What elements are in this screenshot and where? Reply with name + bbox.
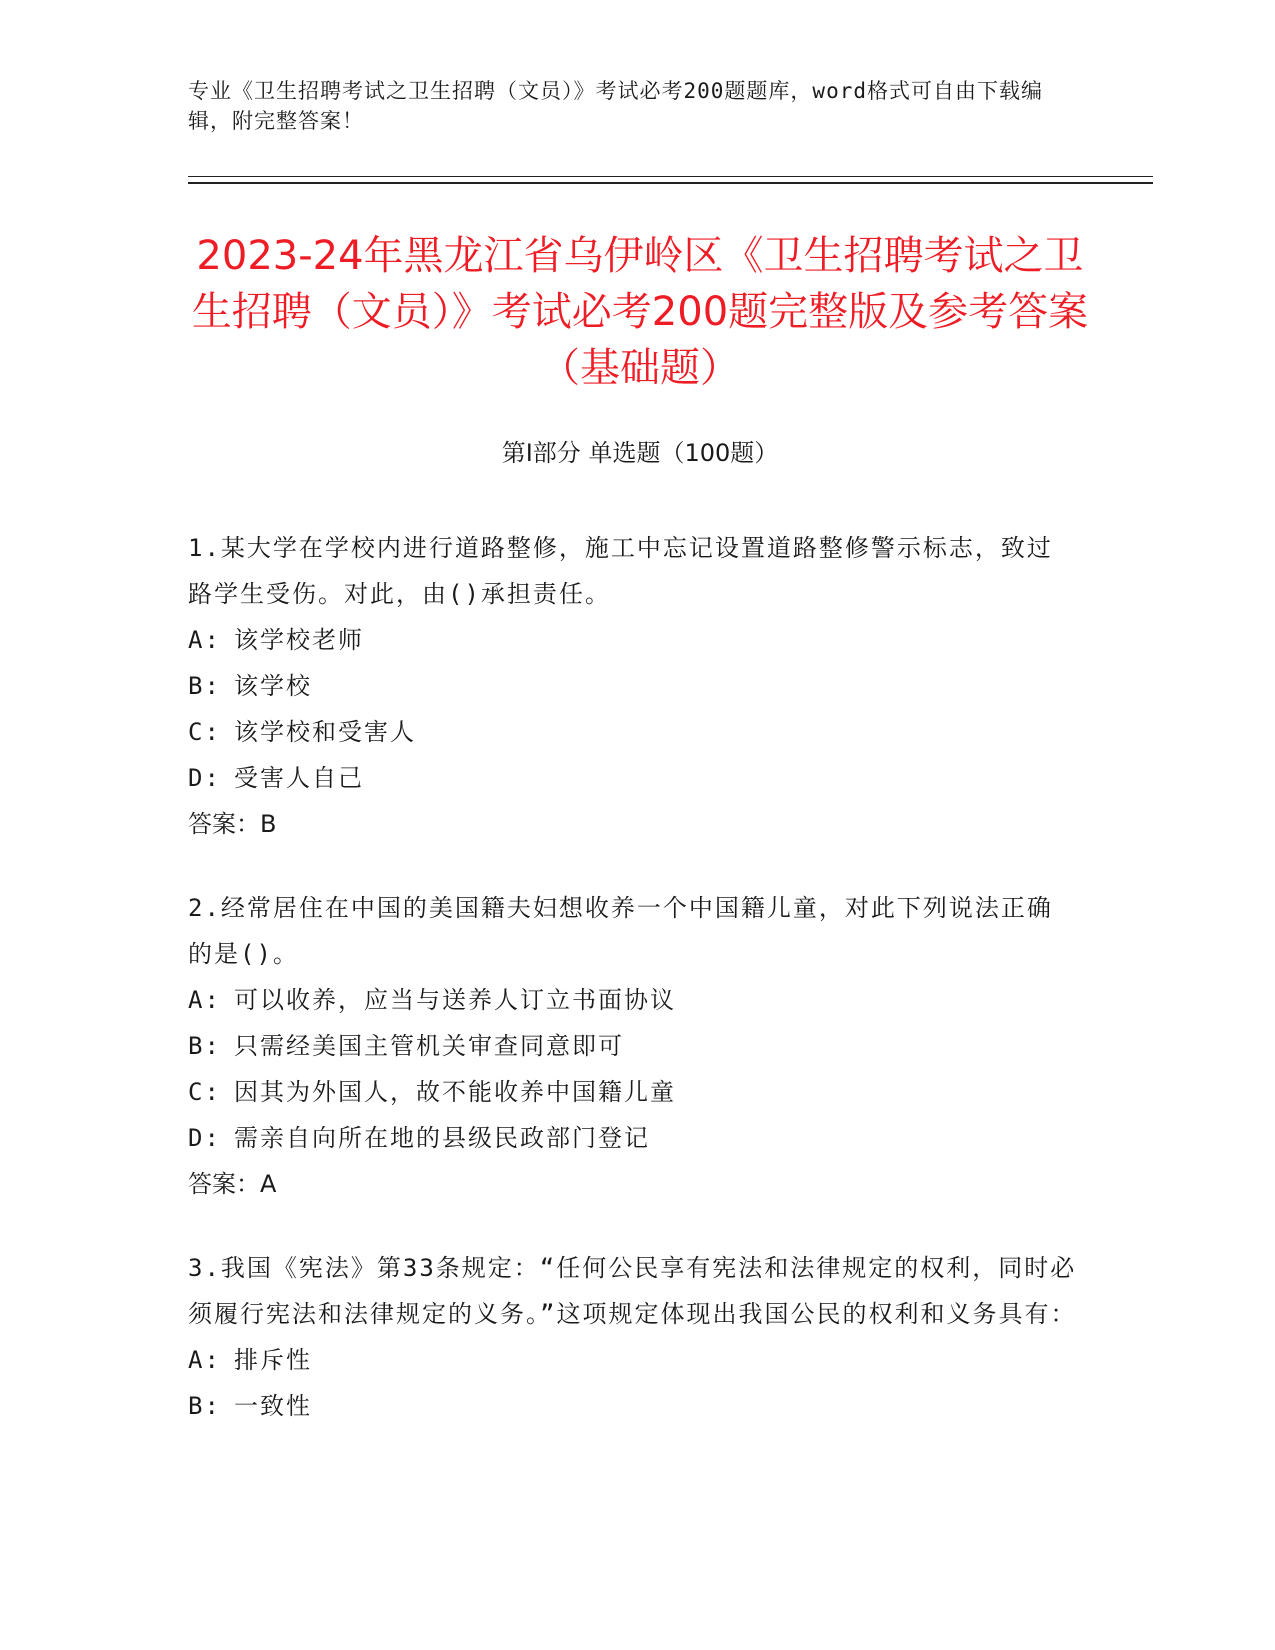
option-text: 一致性 [234,1392,312,1420]
option-text: 只需经美国主管机关审查同意即可 [234,1032,624,1060]
option-b [188,1383,1078,1429]
option-text: 受害人自己 [234,764,364,792]
option-a [188,1337,1078,1383]
answer-line: 答案：B [188,810,277,838]
option-key: C: [188,1078,221,1106]
question-item [188,525,1078,847]
option-key: A: [188,986,221,1014]
question-stem: 2.经常居住在中国的美国籍夫妇想收养一个中国籍儿童，对此下列说法正确的是()。 [188,894,1053,968]
option-text: 需亲自向所在地的县级民政部门登记 [234,1124,650,1152]
option-d [188,755,1078,801]
option-key: A: [188,626,221,654]
option-key: B: [188,1032,221,1060]
option-a [188,977,1078,1023]
option-key: C: [188,718,221,746]
question-list [188,525,1078,1467]
option-text: 排斥性 [234,1346,312,1374]
option-text: 因其为外国人，故不能收养中国籍儿童 [234,1078,676,1106]
section-heading: 第Ⅰ部分 单选题（100题） [501,439,779,467]
question-stem: 1.某大学在学校内进行道路整修，施工中忘记设置道路整修警示标志，致过路学生受伤。对此，由()承担责任。 [188,534,1053,608]
question-stem: 3.我国《宪法》第33条规定：“任何公民享有宪法和法律规定的权利，同时必须履行宪法和法律规定的义务。”这项规定体现出我国公民的权利和义务具有： [188,1254,1077,1328]
option-c [188,1069,1078,1115]
option-d [188,1115,1078,1161]
option-text: 该学校老师 [234,626,364,654]
question-item [188,885,1078,1207]
option-key: B: [188,1392,221,1420]
header-note: 专业《卫生招聘考试之卫生招聘（文员）》考试必考200题题库，word格式可自由下载编辑，附完整答案！ [188,79,1043,133]
option-text: 该学校 [234,672,312,700]
option-key: A: [188,1346,221,1374]
option-text: 可以收养，应当与送养人订立书面协议 [234,986,676,1014]
option-a [188,617,1078,663]
header-divider-thick [188,182,1153,184]
option-key: D: [188,764,221,792]
option-key: B: [188,672,221,700]
option-b [188,1023,1078,1069]
option-c [188,709,1078,755]
header-divider-thin [188,176,1153,177]
option-b [188,663,1078,709]
answer-line: 答案：A [188,1170,277,1198]
question-item [188,1245,1078,1429]
option-key: D: [188,1124,221,1152]
option-text: 该学校和受害人 [234,718,416,746]
document-title: 2023-24年黑龙江省乌伊岭区《卫生招聘考试之卫生招聘（文员）》考试必考200题完整版及参考答案（基础题） [191,233,1089,391]
